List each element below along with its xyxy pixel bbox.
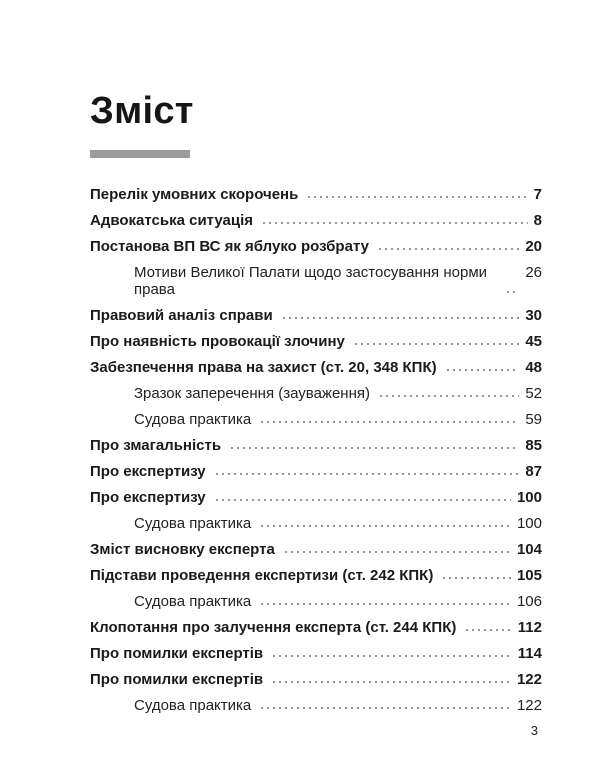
toc-entry-label: Зразок заперечення (зауваження) — [134, 385, 370, 402]
dot-leader — [505, 291, 519, 293]
toc-entry-label: Про експертизу — [90, 489, 206, 506]
toc-entry — [90, 238, 542, 255]
toc-entry-page: 114 — [517, 645, 542, 662]
toc-entry-page: 48 — [525, 359, 542, 376]
dot-leader — [259, 603, 511, 605]
dot-leader — [378, 395, 519, 397]
toc-entry — [90, 515, 542, 532]
toc-entry-page: 100 — [516, 489, 542, 506]
toc-entry-page: 112 — [517, 619, 542, 636]
dot-leader — [281, 317, 520, 319]
toc-entry-label: Забезпечення права на захист (ст. 20, 348 КПК) — [90, 359, 437, 376]
dot-leader — [464, 629, 511, 631]
dot-leader — [214, 499, 511, 501]
toc-entry-page: 122 — [516, 671, 542, 688]
page-number: 3 — [530, 723, 538, 738]
toc-entry-page: 59 — [525, 411, 542, 428]
page-title: Зміст — [90, 90, 194, 132]
toc-entry-page: 87 — [525, 463, 542, 480]
toc-entry-page: 45 — [525, 333, 542, 350]
dot-leader — [441, 577, 511, 579]
toc-entry-label: Про помилки експертів — [90, 671, 264, 688]
toc-entry-label: Про змагальність — [90, 437, 222, 454]
toc-entry-label: Клопотання про залучення експерта (ст. 244 КПК) — [90, 619, 457, 636]
toc-entry-page: 106 — [516, 593, 542, 610]
toc-entry — [90, 619, 542, 636]
dot-leader — [229, 447, 519, 449]
toc-entry — [90, 437, 542, 454]
toc-entry-label: Постанова ВП ВС як яблуко розбрату — [90, 238, 370, 255]
toc-entry-label: Про експертизу — [90, 463, 206, 480]
toc-entry-label: Про наявність провокації злочину — [90, 333, 345, 350]
toc-entry — [90, 671, 542, 688]
toc-entry-page: 52 — [525, 385, 542, 402]
toc-entry — [90, 489, 542, 506]
toc-entry — [90, 385, 542, 402]
dot-leader — [283, 551, 511, 553]
toc-entry — [90, 697, 542, 714]
toc-entry — [90, 411, 542, 428]
toc-entry-label: Судова практика — [134, 593, 252, 610]
dot-leader — [271, 655, 512, 657]
toc-entry-label: Правовий аналіз справи — [90, 307, 273, 324]
dot-leader — [261, 222, 528, 224]
toc-entry — [90, 333, 542, 350]
dot-leader — [271, 681, 511, 683]
page-content — [90, 92, 542, 723]
toc-entry-label: Про помилки експертів — [90, 645, 264, 662]
toc-entry-page: 122 — [516, 697, 542, 714]
toc-entry — [90, 264, 542, 298]
toc-entry-page: 7 — [533, 186, 542, 203]
toc-entry — [90, 307, 542, 324]
toc-entry-label: Підстави проведення експертизи (ст. 242 КПК) — [90, 567, 434, 584]
toc-entry-label: Адвокатська ситуація — [90, 212, 254, 229]
dot-leader — [214, 473, 520, 475]
toc-entry — [90, 645, 542, 662]
toc-entry-page: 20 — [525, 238, 542, 255]
dot-leader — [353, 343, 519, 345]
toc-entry — [90, 359, 542, 376]
toc-entry-label: Мотиви Великої Палати щодо застосування норми права — [134, 264, 488, 298]
toc-list — [90, 186, 542, 714]
toc-entry — [90, 212, 542, 229]
dot-leader — [259, 421, 519, 423]
dot-leader — [259, 525, 511, 527]
toc-entry-page: 26 — [525, 264, 542, 281]
dot-leader — [306, 196, 527, 198]
dot-leader — [259, 707, 511, 709]
toc-entry-page: 8 — [533, 212, 542, 229]
toc-entry-page: 85 — [525, 437, 542, 454]
toc-entry-page: 104 — [516, 541, 542, 558]
toc-entry — [90, 541, 542, 558]
title-underline-bar — [90, 150, 190, 158]
toc-entry — [90, 593, 542, 610]
toc-entry — [90, 567, 542, 584]
toc-entry — [90, 186, 542, 203]
toc-entry-page: 100 — [516, 515, 542, 532]
toc-entry-label: Судова практика — [134, 411, 252, 428]
dot-leader — [377, 248, 519, 250]
toc-entry-label: Перелік умовних скорочень — [90, 186, 299, 203]
toc-entry-label: Судова практика — [134, 697, 252, 714]
toc-entry-label: Зміст висновку експерта — [90, 541, 275, 558]
toc-entry — [90, 463, 542, 480]
toc-entry-page: 30 — [525, 307, 542, 324]
toc-entry-label: Судова практика — [134, 515, 252, 532]
dot-leader — [445, 369, 520, 371]
toc-entry-page: 105 — [516, 567, 542, 584]
